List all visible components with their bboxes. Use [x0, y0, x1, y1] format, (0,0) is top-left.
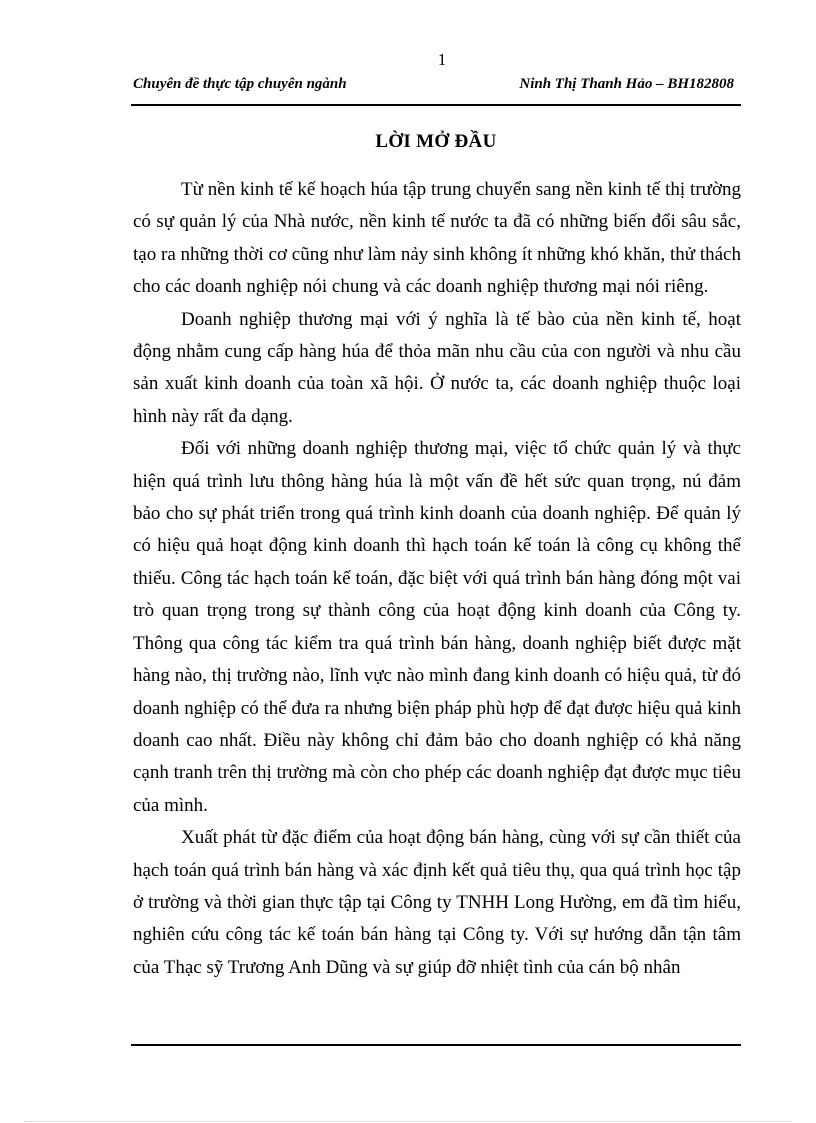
- page-title: LỜI MỞ ĐẦU: [375, 131, 497, 152]
- header-divider: [131, 104, 741, 106]
- paragraph: Từ nền kinh tế kế hoạch húa tập trung chuyển sang nền kinh tế thị trường có sự quản lý của Nhà nước, nền kinh tế nước ta đã có những biến đổi sâu sắc, tạo ra những thời cơ cũng như làm nảy sinh không ít những khó khăn, thử thách cho các doanh nghiệp nói chung và các doanh nghiệp thương mại nói riêng.: [133, 179, 741, 298]
- running-header: [133, 76, 739, 98]
- page-edge: [24, 1121, 792, 1122]
- paragraph: Đối với những doanh nghiệp thương mại, việc tổ chức quản lý và thực hiện quá trình lưu thông hàng húa là một vấn đề hết sức quan trọng, nú đảm bảo cho sự phát triển trong quá trình kinh doanh của doanh nghiệp. Để quản lý có hiệu quả hoạt động kinh doanh thì hạch toán kế toán là công cụ không thể thiếu. Công tác hạch toán kế toán, đặc biệt với quá trình bán hàng đóng một vai trò quan trọng trong sự thành công của hoạt động kinh doanh của Công ty. Thông qua công tác kiểm tra quá trình bán hàng, doanh nghiệp biết được mặt hàng nào, thị trường nào, lĩnh vực nào mình đang kinh doanh có hiệu quả, từ đó doanh nghiệp có thể đưa ra nhưng biện pháp phù hợp để đạt được hiệu quả kinh doanh cao nhất. Điều này không chỉ đảm bảo cho doanh nghiệp có khả năng cạnh tranh trên thị trường mà còn cho phép các doanh nghiệp đạt được mục tiêu của mình.: [133, 438, 741, 816]
- body-text: [133, 174, 741, 984]
- header-author: Ninh Thị Thanh Hảo – BH182808: [519, 76, 734, 92]
- page-number: 1: [437, 50, 447, 69]
- paragraph: Xuất phát từ đặc điểm của hoạt động bán hàng, cùng với sự cần thiết của hạch toán quá trình bán hàng và xác định kết quả tiêu thụ, qua quá trình học tập ở trường và thời gian thực tập tại Công ty TNHH Long Hường, em đã tìm hiểu, nghiên cứu công tác kế toán bán hàng tại Công ty. Với sự hướng dẫn tận tâm của Thạc sỹ Trương Anh Dũng và sự giúp đỡ nhiệt tình của cán bộ nhân: [133, 827, 741, 978]
- footer-divider: [131, 1044, 741, 1046]
- header-document-type: Chuyên đề thực tập chuyên ngành: [133, 76, 347, 92]
- paragraph: Doanh nghiệp thương mại với ý nghĩa là tế bào của nền kinh tế, hoạt động nhằm cung cấp hàng húa để thỏa mãn nhu cầu của con người và nhu cầu sản xuất kinh doanh của toàn xã hội. Ở nước ta, các doanh nghiệp thuộc loại hình này rất đa dạng.: [133, 308, 741, 427]
